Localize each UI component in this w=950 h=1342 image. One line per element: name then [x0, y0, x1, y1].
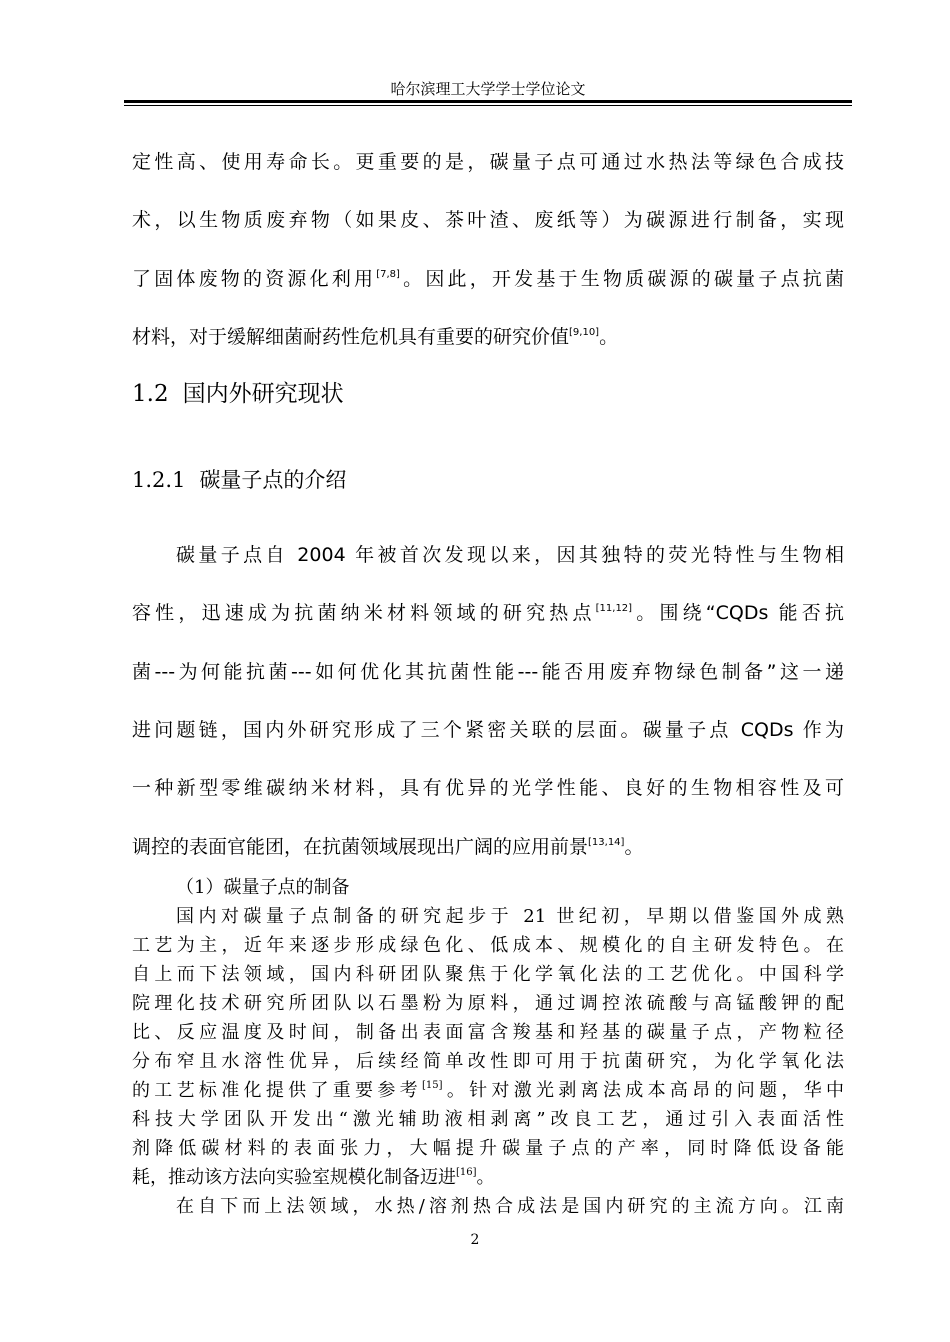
- intro-line-1: 定性高、使用寿命长。更重要的是，碳量子点可通过水热法等绿色合成技: [132, 151, 844, 173]
- citation: [15]: [421, 1080, 443, 1091]
- cqd-line-2: 容性，迅速成为抗菌纳米材料领域的研究热点[11,12]。围绕“CQDs 能否抗: [132, 602, 844, 624]
- citation: [11,12]: [595, 603, 633, 614]
- running-header: 哈尔滨理工大学学士学位论文: [390, 80, 586, 98]
- prep-line-2: 工艺为主，近年来逐步形成绿色化、低成本、规模化的自主研发特色。在: [132, 935, 844, 956]
- prep-line-6: 分布窄且水溶性优异，后续经简单改性即可用于抗菌研究，为化学氧化法: [132, 1051, 844, 1072]
- intro-line-4: 材料，对于缓解细菌耐药性危机具有重要的研究价值[9,10]。: [132, 326, 619, 348]
- cqd-line-1: 碳量子点自 2004 年被首次发现以来，因其独特的荧光特性与生物相: [176, 544, 844, 566]
- cqd-line-5: 一种新型零维碳纳米材料，具有优异的光学性能、良好的生物相容性及可: [132, 777, 844, 799]
- subsection-heading-preparation: （1）碳量子点的制备: [176, 877, 350, 898]
- cqd-line-4: 进问题链，国内外研究形成了三个紧密关联的层面。碳量子点 CQDs 作为: [132, 719, 844, 741]
- intro-line-3: 了固体废物的资源化利用[7,8]。因此，开发基于生物质碳源的碳量子点抗菌: [132, 268, 844, 290]
- page-number: 2: [470, 1232, 480, 1248]
- cqd-line-3: 菌---为何能抗菌---如何优化其抗菌性能---能否用废弃物绿色制备”这一递: [132, 661, 844, 683]
- prep-line-1: 国内对碳量子点制备的研究起步于 21 世纪初，早期以借鉴国外成熟: [176, 906, 844, 927]
- prep-line-10: 耗，推动该方法向实验室规模化制备迈进[16]。: [132, 1167, 495, 1188]
- citation: [13,14]: [588, 837, 625, 848]
- bottom-up-line-1: 在自下而上法领域，水热/溶剂热合成法是国内研究的主流方向。江南: [176, 1196, 844, 1217]
- header-rule-thin: [124, 105, 852, 106]
- prep-line-3: 自上而下法领域，国内科研团队聚焦于化学氧化法的工艺优化。中国科学: [132, 964, 844, 985]
- section-heading-1-2-1: 1.2.1 碳量子点的介绍: [132, 468, 347, 492]
- intro-line-2: 术，以生物质废弃物（如果皮、茶叶渣、废纸等）为碳源进行制备，实现: [132, 209, 844, 231]
- cqd-line-6: 调控的表面官能团，在抗菌领域展现出广阔的应用前景[13,14]。: [132, 836, 644, 858]
- prep-line-4: 院理化技术研究所团队以石墨粉为原料，通过调控浓硫酸与高锰酸钾的配: [132, 993, 844, 1014]
- prep-line-7: 的工艺标准化提供了重要参考[15]。针对激光剥离法成本高昂的问题，华中: [132, 1080, 845, 1101]
- prep-line-8: 科技大学团队开发出“激光辅助液相剥离”改良工艺，通过引入表面活性: [132, 1109, 844, 1130]
- citation: [16]: [456, 1167, 477, 1178]
- section-heading-1-2: 1.2 国内外研究现状: [132, 381, 344, 407]
- citation: [7,8]: [376, 269, 400, 280]
- prep-line-9: 剂降低碳材料的表面张力，大幅提升碳量子点的产率，同时降低设备能: [132, 1138, 844, 1159]
- prep-line-5: 比、反应温度及时间，制备出表面富含羧基和羟基的碳量子点，产物粒径: [132, 1022, 844, 1043]
- citation: [9,10]: [569, 327, 600, 338]
- header-rule-thick: [124, 100, 852, 103]
